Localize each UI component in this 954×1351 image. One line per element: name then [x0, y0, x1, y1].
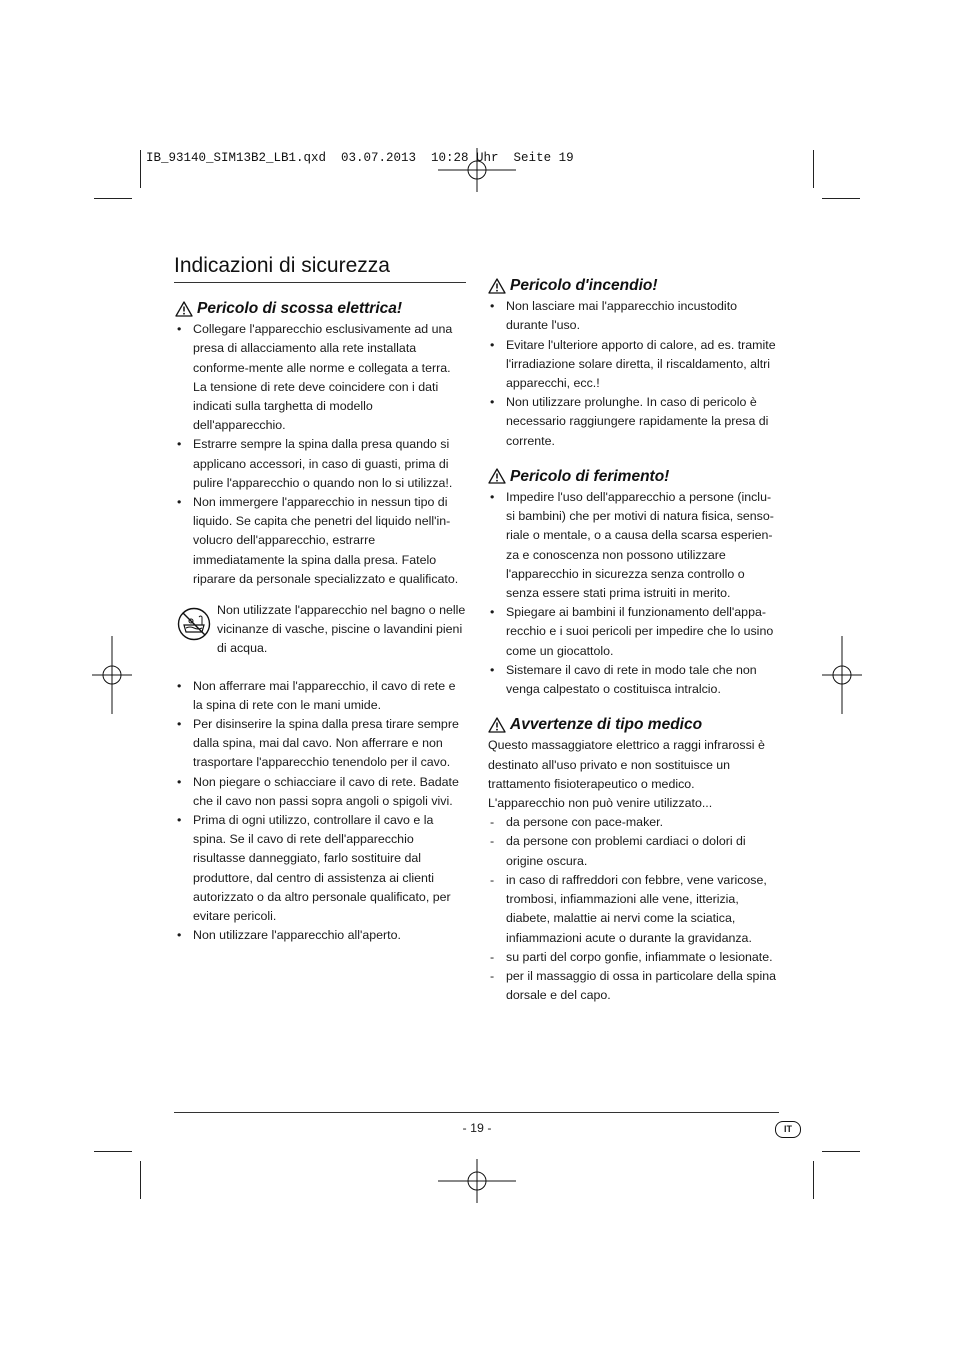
list-item: • Collegare l'apparecchio esclusivamente ad una presa di allacciamento alla rete installata conforme-mente alle norme e collegata a terra. La tensione di rete deve coincidere con i dati indicati sulla targhetta di modello dell'apparecchio. [177, 322, 453, 433]
list-item: - in caso di raffreddori con febbre, vene varicose, trombosi, infiammazioni alle vene, itterizia, diabete, malattie ai nervi come la sciatica, infiammazioni acute o durante la gravidanza. [490, 872, 767, 945]
list-item: - per il massaggio di ossa in particolare della spina dorsale e del capo. [490, 968, 776, 1003]
warning-triangle-icon [488, 278, 506, 294]
electric-list [175, 320, 467, 589]
list-item: • Sistemare il cavo di rete in modo tale che non venga calpestato o costituisca intralcio. [490, 662, 757, 697]
list-item: • Impedire l'uso dell'apparecchio a persone (inclu-si bambini) che per motivi di natura fisica, senso-riale o mentale, o a causa della scarsa esperien-za e conoscenza non possono utilizzare l'apparecchio in sicurezza senza controllo o senza essere stati prima istruiti in merito. [490, 490, 774, 601]
list-item: • Non utilizzare l'apparecchio all'aperto. [177, 928, 401, 943]
crop-mark [94, 198, 132, 199]
registration-mark-icon [438, 1159, 516, 1203]
crop-mark [140, 150, 141, 188]
section-fire-title [488, 276, 780, 295]
crop-mark [822, 1151, 860, 1152]
medical-intro: Questo massaggiatore elettrico a raggi infrarossi è destinato all'uso privato e non sostituisce un trattamento fisioterapeutico o medico. [488, 738, 765, 791]
list-item: • Non lasciare mai l'apparecchio incustodito durante l'uso. [490, 299, 738, 333]
page-title: Indicazioni di sicurezza [174, 254, 390, 277]
injury-list [488, 488, 780, 699]
right-column [488, 276, 780, 1005]
title-divider [174, 282, 466, 283]
fire-list [488, 297, 780, 451]
list-item: - da persone con pace-maker. [490, 815, 664, 830]
list-item: • Non piegare o schiacciare il cavo di rete. Badate che il cavo non passi sopra angoli o spigoli vivi. [177, 774, 459, 808]
list-item: • Estrarre sempre la spina dalla presa quando si applicano accessori, in caso di guasti, prima di pulire l'apparecchio o quando non lo si utilizza!. [177, 437, 453, 490]
no-bath-icon [177, 607, 211, 641]
bath-warning-text: Non utilizzate l'apparecchio nel bagno o nelle vicinanze di vasche, piscine o lavandini pieni di acqua. [217, 603, 466, 656]
language-badge: IT [775, 1121, 801, 1138]
registration-mark-icon [438, 148, 516, 192]
list-item: - su parti del corpo gonfie, infiammate o lesionate. [490, 949, 773, 964]
section-medical-title-text: Avvertenze di tipo medico [510, 716, 703, 734]
warning-triangle-icon [488, 717, 506, 733]
section-electric-title-text: Pericolo di scossa elettrica! [197, 300, 403, 317]
registration-mark-icon [92, 636, 132, 714]
medical-intro-2: L'apparecchio non può venire utilizzato... [488, 796, 713, 811]
page-number: - 19 - [462, 1121, 492, 1135]
warning-triangle-icon [488, 468, 506, 484]
section-fire-title-text: Pericolo d'incendio! [510, 277, 658, 294]
medical-list [488, 813, 780, 1005]
crop-mark [813, 1161, 814, 1199]
crop-mark [813, 150, 814, 188]
list-item: • Non immergere l'apparecchio in nessun tipo di liquido. Se capita che penetri del liquido nell'in-volucro dell'apparecchio, estrarre immediatamente la spina dalla presa. Fatelo riparare da personale specializzato e qualificato. [177, 495, 459, 586]
electric-list-2 [175, 677, 467, 946]
left-column [175, 299, 467, 946]
warning-triangle-icon [175, 301, 193, 317]
section-electric-title [175, 299, 467, 318]
section-injury-title-text: Pericolo di ferimento! [510, 467, 670, 485]
section-medical-title [488, 715, 780, 734]
footer-divider [174, 1112, 779, 1113]
list-item: • Non utilizzare prolunghe. In caso di pericolo è necessario raggiungere rapidamente la presa di corrente. [490, 395, 769, 448]
registration-mark-icon [822, 636, 862, 714]
list-item: - da persone con problemi cardiaci o dolori di origine oscura. [490, 834, 746, 868]
list-item: • Evitare l'ulteriore apporto di calore, ad es. tramite l'irradiazione solare diretta, il riscaldamento, altri apparecchi, ecc.! [490, 337, 776, 391]
crop-mark [822, 198, 860, 199]
print-header: IB_93140_SIM13B2_LB1.qxd 03.07.2013 10:28 Uhr Seite 19 [146, 151, 574, 165]
list-item: • Prima di ogni utilizzo, controllare il cavo e la spina. Se il cavo di rete dell'apparecchio risultasse danneggiato, farlo sostituire dal produttore, dal centro di assistenza ai clienti autorizzato o da altro personale qualificato, per evitare pericoli. [177, 813, 451, 924]
bath-warning [175, 601, 467, 659]
section-injury-title [488, 467, 780, 486]
list-item: • Spiegare ai bambini il funzionamento dell'appa-recchio e i suoi pericoli per impedire che lo usino come un giocattolo. [490, 605, 774, 658]
list-item: • Per disinserire la spina dalla presa tirare sempre dalla spina, mai dal cavo. Non afferrare e non trasportare l'apparecchio tenendolo per il cavo. [177, 717, 459, 770]
crop-mark [140, 1161, 141, 1199]
list-item: • Non afferrare mai l'apparecchio, il cavo di rete e la spina di rete con le mani umide. [177, 678, 456, 712]
crop-mark [94, 1151, 132, 1152]
